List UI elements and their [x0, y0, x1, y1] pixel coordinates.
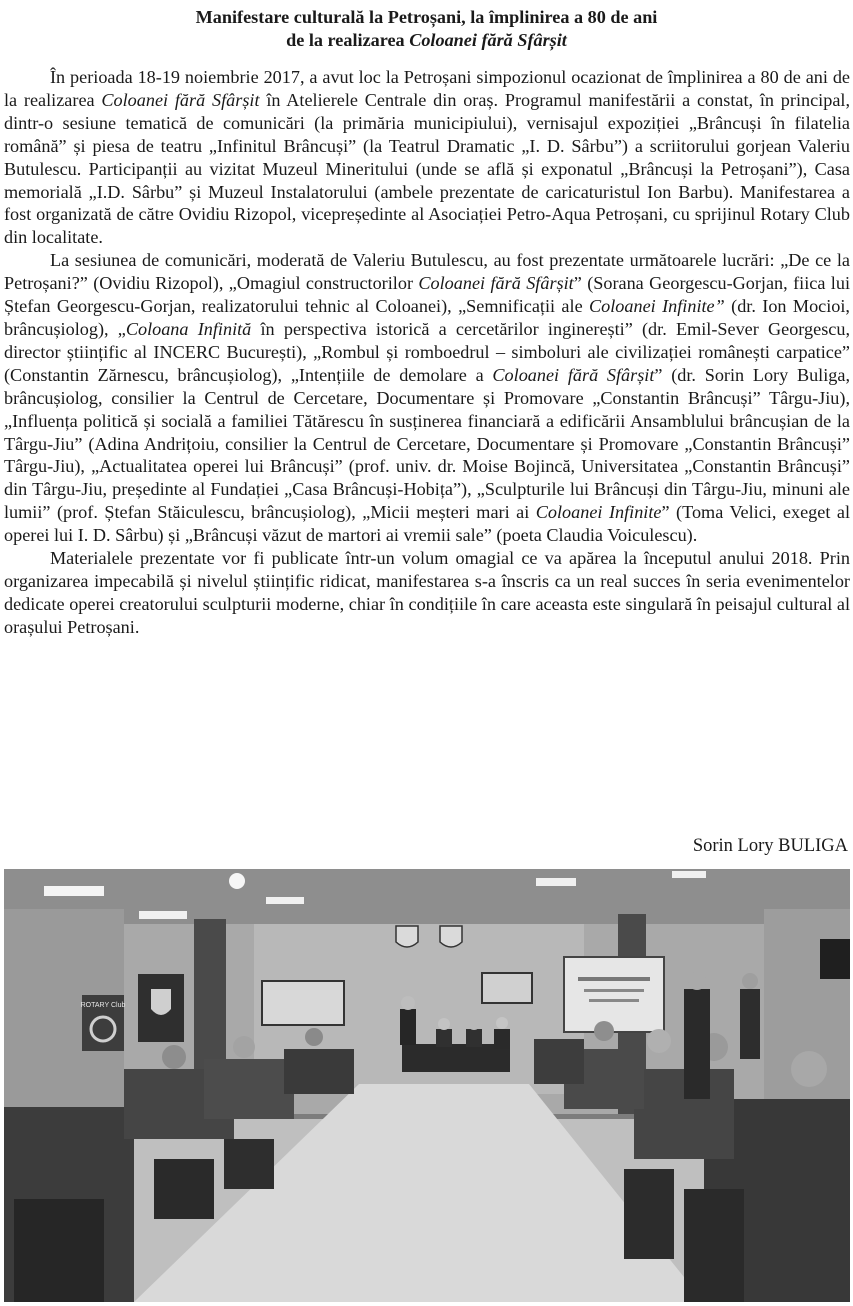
paragraph-text: La sesiunea de comunicări, moderată de Valeriu Butulescu, au fost prezentate următoarele lucrări: „De ce la Petroșani?” (Ovidiu Rizopol), „Omagiul constructorilor — [4, 250, 850, 294]
wall-painting — [482, 973, 532, 1003]
article-body — [4, 66, 850, 639]
ceiling-light — [536, 878, 576, 886]
ceiling — [4, 869, 850, 929]
coat-of-arms — [396, 926, 418, 947]
panelist-head — [496, 1017, 508, 1029]
paragraph-text: în perspectiva istorică a cercetărilor inginerești” (dr. Emil-Sever Georgescu, director științific al INCERC București), „Rombul și romboedrul – simboluri ale civilizației românești carpatice” (Constantin Zărnescu, brâncușiolog), „Intențiile de demolare a — [4, 318, 850, 385]
paragraph-2 — [4, 249, 850, 547]
emphasized-text: Coloanei fără Sfârșit — [101, 89, 260, 110]
paragraph-text: ” (Sorana Georgescu-Gorjan, fiica lui Ștefan Georgescu-Gorjan, realizatorului tehnic al Coloanei), „Semnificații ale — [4, 273, 851, 317]
ceiling-light — [44, 886, 104, 896]
speaker-figure — [400, 1009, 416, 1045]
emphasized-text: Coloanei fără Sfârșit — [418, 273, 574, 294]
emphasized-text: Coloanei fără Sfârșit — [492, 364, 655, 385]
paragraph-1 — [4, 66, 850, 249]
paragraph-text: (dr. Ion Mocioi, brâncușiolog), „ — [4, 296, 850, 339]
ceiling-lamp — [229, 873, 245, 889]
paragraph-text: în Atelierele Centrale din oraș. Programul manifestării a constat, în principal, dintr-o sesiune tematică de comunicări (la primăria municipiului), vernisajul expoziției „Brâncuși în filatelia română” și piesa de teatru „Infinitul Brâncuși” (la Teatrul Dramatic „I. D. Sârbu”) a scriitorului gorjean Valeriu Butulescu. Participanții au vizitat Muzeul Mineritului (unde se află și exponatul „Brâncuși la Petroșani”), Casa memorială „I.D. Sârbu” și Muzeul Instalatorului (ambele prezentate de caricaturistul Ion Barbu). Manifestarea a fost organizată de către Ovidiu Rizopol, vicepreședinte al Asociației Petro-Aqua Petroșani, cu sprijinul Rotary Club din localitate. — [4, 89, 850, 248]
panelist-head — [438, 1018, 450, 1030]
standing-person — [740, 989, 760, 1059]
event-photo — [4, 869, 850, 1302]
standing-person — [684, 989, 710, 1099]
ceiling-light — [672, 871, 706, 878]
panelist — [466, 1029, 482, 1047]
screen-content — [589, 999, 639, 1002]
panelist-head — [468, 1018, 480, 1030]
rotary-banner-text: ROTARY Club — [80, 1002, 126, 1009]
wall-painting — [262, 981, 344, 1025]
event-photo-illustration — [4, 869, 850, 1302]
paragraph-text: În perioada 18-19 noiembrie 2017, a avut loc la Petroșani simpozionul ocazionat de împlinirea a 80 de ani de la realizarea — [4, 67, 850, 110]
paragraph-3: Materialele prezentate vor fi publicate într-un volum omagial ce va apărea la începutul anului 2018. Prin organizarea impecabilă și nivelul științific ridicat, manifestarea s-a înscris ca un real succes în seria evenimentelor dedicate operei creatorului sculpturii moderne, chiar în condițiile în care aceasta este singulară în peisajul cultural al orașului Petroșani. — [4, 548, 850, 637]
speaker-head — [401, 996, 415, 1010]
screen-content — [578, 977, 650, 981]
ceiling-light — [266, 897, 304, 904]
standing-person-head — [688, 972, 706, 990]
flag-emblem — [151, 989, 171, 1015]
article-title — [0, 6, 853, 52]
panelist — [436, 1029, 452, 1047]
emphasized-text: Coloana Infinită — [125, 318, 252, 339]
screen-content — [584, 989, 644, 992]
title-line-2-emphasis: Coloanei fără Sfârșit — [409, 30, 567, 50]
emphasized-text: Coloanei Infinite” — [589, 296, 725, 317]
loudspeaker — [820, 939, 850, 979]
standing-person-head — [742, 973, 758, 989]
panelist — [494, 1029, 510, 1049]
author-signature: Sorin Lory BULIGA — [692, 836, 848, 856]
emphasized-text: Coloanei Infinite — [535, 502, 662, 523]
presidium-table — [402, 1044, 510, 1072]
title-line-2-text: de la realizarea — [286, 30, 410, 50]
projection-screen — [564, 957, 664, 1032]
paragraph-text: ” (dr. Sorin Lory Buliga, brâncușiolog, consilier la Centrul de Cercetare, Documentare și Promovare „Constantin Brâncuși” Târgu-Jiu), „Influența politică și socială a familiei Tătărescu în susținerea financiară a edificării Ansamblului brâncușian de la Târgu-Jiu” (Adina Andrițoiu, consilier la Centrul de Cercetare, Documentare și Promovare „Constantin Brâncuși” Târgu-Jiu), „Actualitatea operei lui Brâncuși” (prof. univ. dr. Moise Bojincă, Universitatea „Constantin Brâncuși” din Târgu-Jiu, președinte al Fundației „Casa Brâncuși-Hobița”), „Sculpturile lui Brâncuși din Târgu-Jiu, minuni ale lumii” (prof. Ștefan Stăiculescu, brâncușiolog), „Micii meșteri mari ai — [4, 364, 850, 523]
title-line-2 — [0, 29, 853, 52]
coat-of-arms — [440, 926, 462, 947]
paragraph-text: ” (Toma Velici, exeget al operei lui I. D. Sârbu) și „Brâncuși văzut de martori ai vremii sale” (poeta Claudia Voiculescu). — [4, 502, 850, 546]
title-line-1: Manifestare culturală la Petroșani, la împlinirea a 80 de ani — [195, 7, 658, 27]
ceiling-light — [139, 911, 187, 919]
